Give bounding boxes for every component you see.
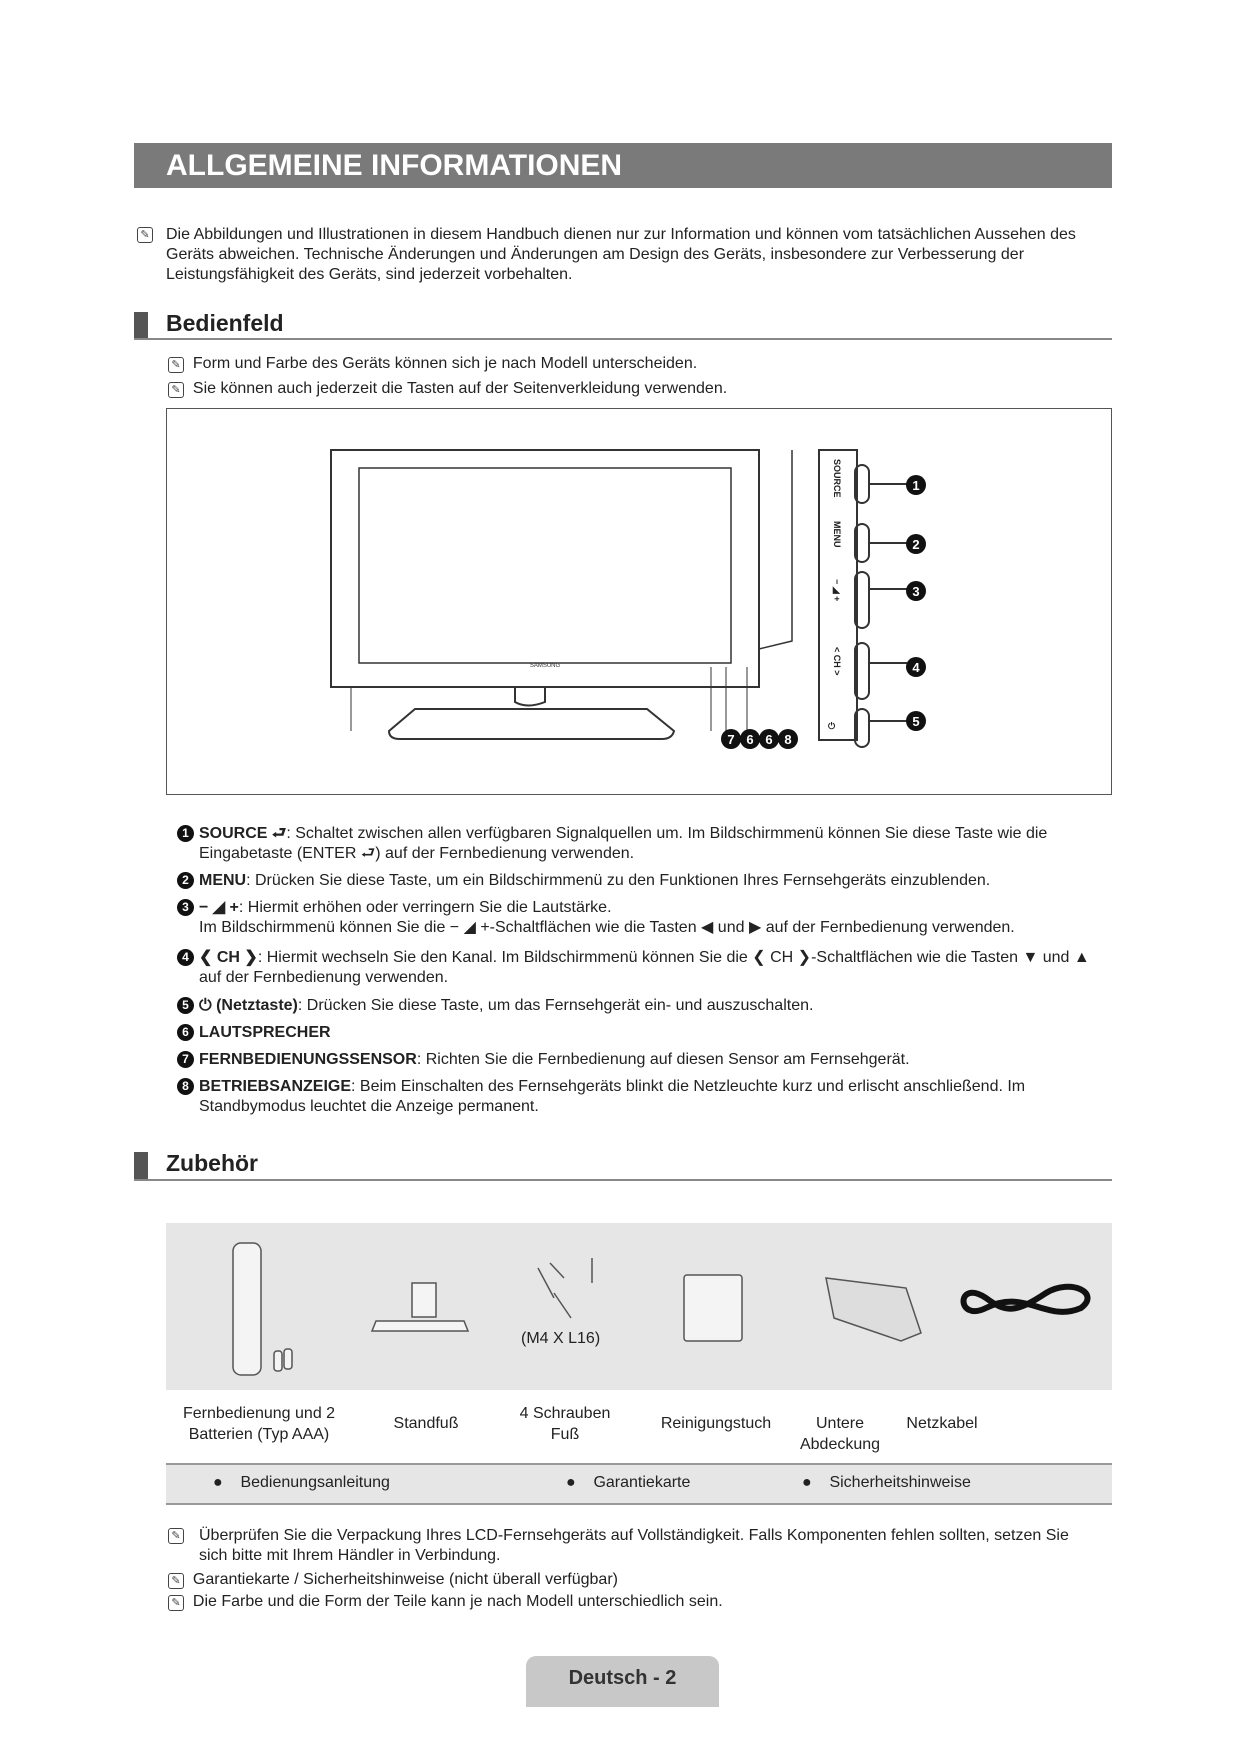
label-power: ⏻ [828,721,836,731]
list-item-volume: 3 − ◢ +: Hiermit erhöhen oder verringern Sie die Lautstärke. Im Bildschirmmenü können Sie die − ◢ +-Schaltflächen wie die Tasten ◀ und ▶ auf der Fernbedienung verwenden. [177,898,1107,938]
accessory-stand: Standfuß [393,1415,459,1432]
callout-3: 3 [912,584,920,599]
tv-illustration [167,409,1111,794]
list-item-speaker: 6 LAUTSPRECHER [177,1023,1107,1043]
zubehoer-note-2 [168,1570,618,1590]
page-title: ALLGEMEINE INFORMATIONEN [166,149,623,182]
note-text: Form und Farbe des Geräts können sich je nach Modell unterscheiden. [192,355,698,372]
callout-2: 2 [912,537,920,552]
label-volume: − ◢ + [832,579,842,602]
list-item-power: 5 ⏻ (Netztaste): Drücken Sie diese Taste, um das Fernsehgerät ein- und auszuschalten. [177,996,1107,1016]
divider [134,1179,1112,1181]
power-cable-icon [964,1287,1088,1312]
doc-manual: Bedienungsanleitung [240,1474,390,1491]
list-item-menu: 2 MENU: Drücken Sie diese Taste, um ein Bildschirmmenü zu den Funktionen Ihres Fernsehgeräts einzublenden. [177,871,1107,891]
list-item-source: 1 SOURCE ⮐: Schaltet zwischen allen verfügbaren Signalquellen um. Im Bildschirmmenü können Sie diese Taste wie die Eingabetaste (ENTER ⮐) auf der Fernbedienung verwenden. [177,824,1107,864]
note-2 [168,379,727,399]
callout-6b: 6 [765,732,773,747]
callout-5: 5 [912,714,920,729]
documents-row: ● Bedienungsanleitung ● Garantiekarte ● Sicherheitshinweise [166,1463,1112,1505]
list-item-indicator: 8 BETRIEBSANZEIGE: Beim Einschalten des Fernsehgeräts blinkt die Netzleuchte kurz und erlischt anschließend. Im Standbymodus leuchtet die Anzeige permanent. [177,1077,1107,1117]
cover-icon [826,1278,921,1341]
tv-screen [359,468,731,663]
tv-frame [331,450,759,687]
heading-zubehoer: Zubehör [166,1150,258,1176]
note-1 [168,354,697,374]
accessory-cable: Netzkabel [906,1415,978,1432]
intro-note-text: Die Abbildungen und Illustrationen in diesem Handbuch dienen nur zur Information und können vom tatsächlichen Aussehen des Geräts abweichen. Technische Änderungen und Änderungen am Design des Geräts, insbesondere zur Verbesserung der Leistungsfähigkeit des Geräts, sind jederzeit vorbehalten. [166,226,1076,283]
brand-logo: SAMSUNG [529,663,561,669]
accessory-illustrations [166,1223,1112,1390]
screws-icon [554,1293,571,1318]
accessory-remote: Fernbedienung und 2 Batterien (Typ AAA) [182,1405,336,1443]
note-icon: ✎ [168,1595,184,1611]
note-text: Sie können auch jederzeit die Tasten auf der Seitenverkleidung verwenden. [192,380,728,397]
label-source: SOURCE [832,459,842,498]
section-title-bar [134,143,1112,188]
remote-icon [233,1243,261,1375]
cloth-icon [684,1275,742,1341]
stand-icon [372,1321,468,1331]
heading-bedienfeld: Bedienfeld [166,310,284,336]
accessory-screws: 4 Schrauben Fuß [519,1405,611,1443]
note-text: Garantiekarte / Sicherheitshinweise (nicht überall verfügbar) [192,1571,618,1588]
callout-6: 6 [746,732,754,747]
note-icon: ✎ [168,1573,184,1589]
screw-spec: (M4 X L16) [521,1330,601,1347]
note-text: Die Farbe und die Form der Teile kann je nach Modell unterschiedlich sein. [192,1593,723,1610]
list-item-sensor: 7 FERNBEDIENUNGSSENSOR: Richten Sie die Fernbedienung auf diesen Sensor am Fernsehgerät. [177,1050,1107,1070]
doc-safety: Sicherheitshinweise [829,1474,971,1491]
accessory-cover: Untere Abdeckung [799,1415,881,1453]
callout-8: 8 [784,732,792,747]
note-icon: ✎ [137,227,153,243]
heading-bar [134,312,148,339]
callout-7: 7 [727,732,735,747]
doc-warranty: Garantiekarte [593,1474,691,1491]
divider [134,338,1112,340]
callout-4: 4 [912,660,920,675]
page-number-tab: Deutsch - 2 [526,1656,719,1707]
callout-1: 1 [912,478,920,493]
heading-bar [134,1152,148,1179]
tv-stand [389,709,674,739]
zubehoer-note-1 [168,1526,1098,1566]
note-text: Überprüfen Sie die Verpackung Ihres LCD-Fernsehgeräts auf Vollständigkeit. Falls Komponenten fehlen sollten, setzen Sie sich bitte mit Ihrem Händler in Verbindung. [199,1527,1069,1564]
accessories-panel [166,1223,1112,1390]
tv-neck [515,687,545,706]
label-menu: MENU [832,521,842,548]
note-icon: ✎ [168,1528,184,1544]
note-icon: ✎ [168,382,184,398]
accessory-cloth: Reinigungstuch [660,1415,772,1432]
intro-note [137,225,1097,285]
list-item-channel: 4 ❮ CH ❯: Hiermit wechseln Sie den Kanal. Im Bildschirmmenü können Sie die ❮ CH ❯-Schaltflächen wie die Tasten ▼ und ▲ auf der Fernbedienung verwenden. [177,948,1107,988]
note-icon: ✎ [168,357,184,373]
zubehoer-note-3 [168,1592,723,1612]
label-channel: < CH > [832,647,842,676]
control-panel-diagram [166,408,1112,795]
